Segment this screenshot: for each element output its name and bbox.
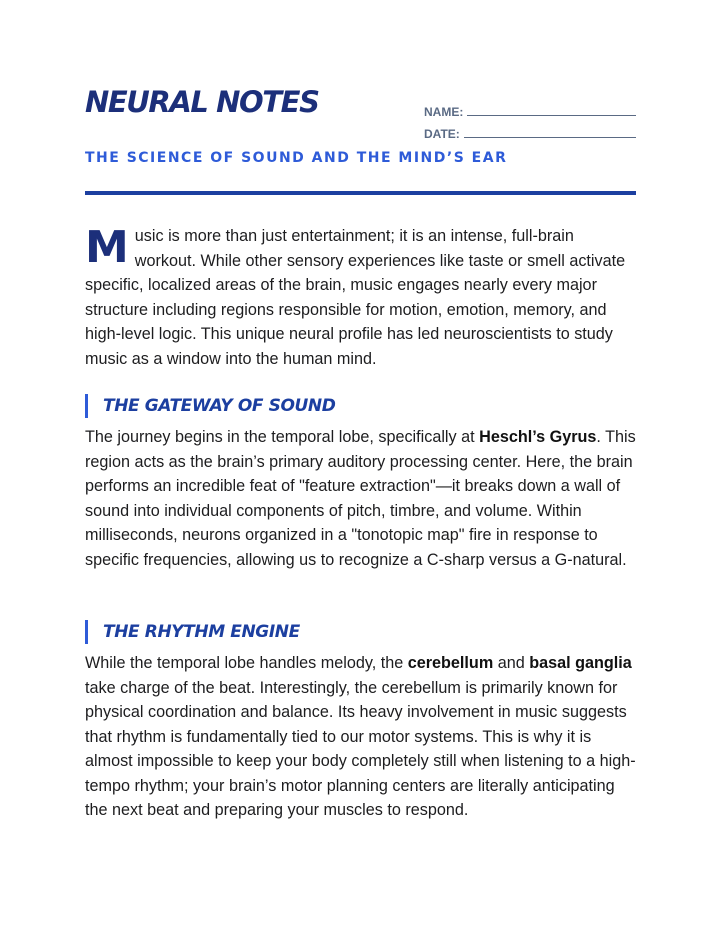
page-subtitle: THE SCIENCE OF SOUND AND THE MIND’S EAR xyxy=(85,150,508,166)
body-text: and xyxy=(493,654,530,672)
student-fields xyxy=(424,101,636,145)
header-divider xyxy=(85,191,636,195)
section-heading-rhythm xyxy=(85,620,636,644)
name-blank-line xyxy=(467,105,636,116)
bold-term: Heschl’s Gyrus xyxy=(479,428,597,446)
body-text: While the temporal lobe handles melody, the xyxy=(85,654,408,672)
heading-accent-bar xyxy=(85,620,88,644)
worksheet-page xyxy=(85,0,636,819)
section-heading-gateway xyxy=(85,394,636,418)
body-text: The journey begins in the temporal lobe, specifically at xyxy=(85,428,480,446)
section-title: THE RHYTHM ENGINE xyxy=(103,622,300,642)
bold-term: cerebellum xyxy=(407,654,494,672)
drop-cap: M xyxy=(85,222,129,273)
date-blank-line xyxy=(464,127,636,138)
heading-accent-bar xyxy=(85,394,88,418)
intro-text: usic is more than just entertainment; it is an intense, full-brain workout. While other sensory experiences like taste or smell activate specific, localized areas of the brain, music engages nearly every major structure including regions responsible for motion, emotion, memory, and high-level logic. This unique neural profile has led neuroscientists to study music as a window into the human mind. xyxy=(85,227,626,368)
section-body-rhythm xyxy=(85,651,636,823)
section-title: THE GATEWAY OF SOUND xyxy=(103,396,336,416)
date-label: DATE: xyxy=(424,127,460,141)
name-field xyxy=(424,101,636,123)
page-header xyxy=(85,0,636,196)
body-text: . This region acts as the brain’s primary auditory processing center. Here, the brain performs an incredible feat of "feature extraction"—it breaks down a wall of sound into individual components of pitch, timbre, and volume. Within milliseconds, neurons organized in a "tonotopic map" fire in response to specific frequencies, allowing us to recognize a C-sharp versus a G-natural. xyxy=(85,428,636,569)
section-body-gateway xyxy=(85,425,636,572)
date-field xyxy=(424,123,636,145)
page-title: NEURAL NOTES xyxy=(85,85,319,119)
body-text: take charge of the beat. Interestingly, the cerebellum is primarily known for physical coordination and balance. Its heavy involvement in music suggests that rhythm is fundamentally tied to our motor systems. This is why it is almost impossible to keep your body completely still when listening to a high-tempo rhythm; your brain’s motor planning centers are literally anticipating the next beat and preparing your muscles to respond. xyxy=(85,678,636,819)
intro-paragraph xyxy=(85,224,636,371)
bold-term: basal ganglia xyxy=(529,654,632,672)
name-label: NAME: xyxy=(424,105,464,119)
